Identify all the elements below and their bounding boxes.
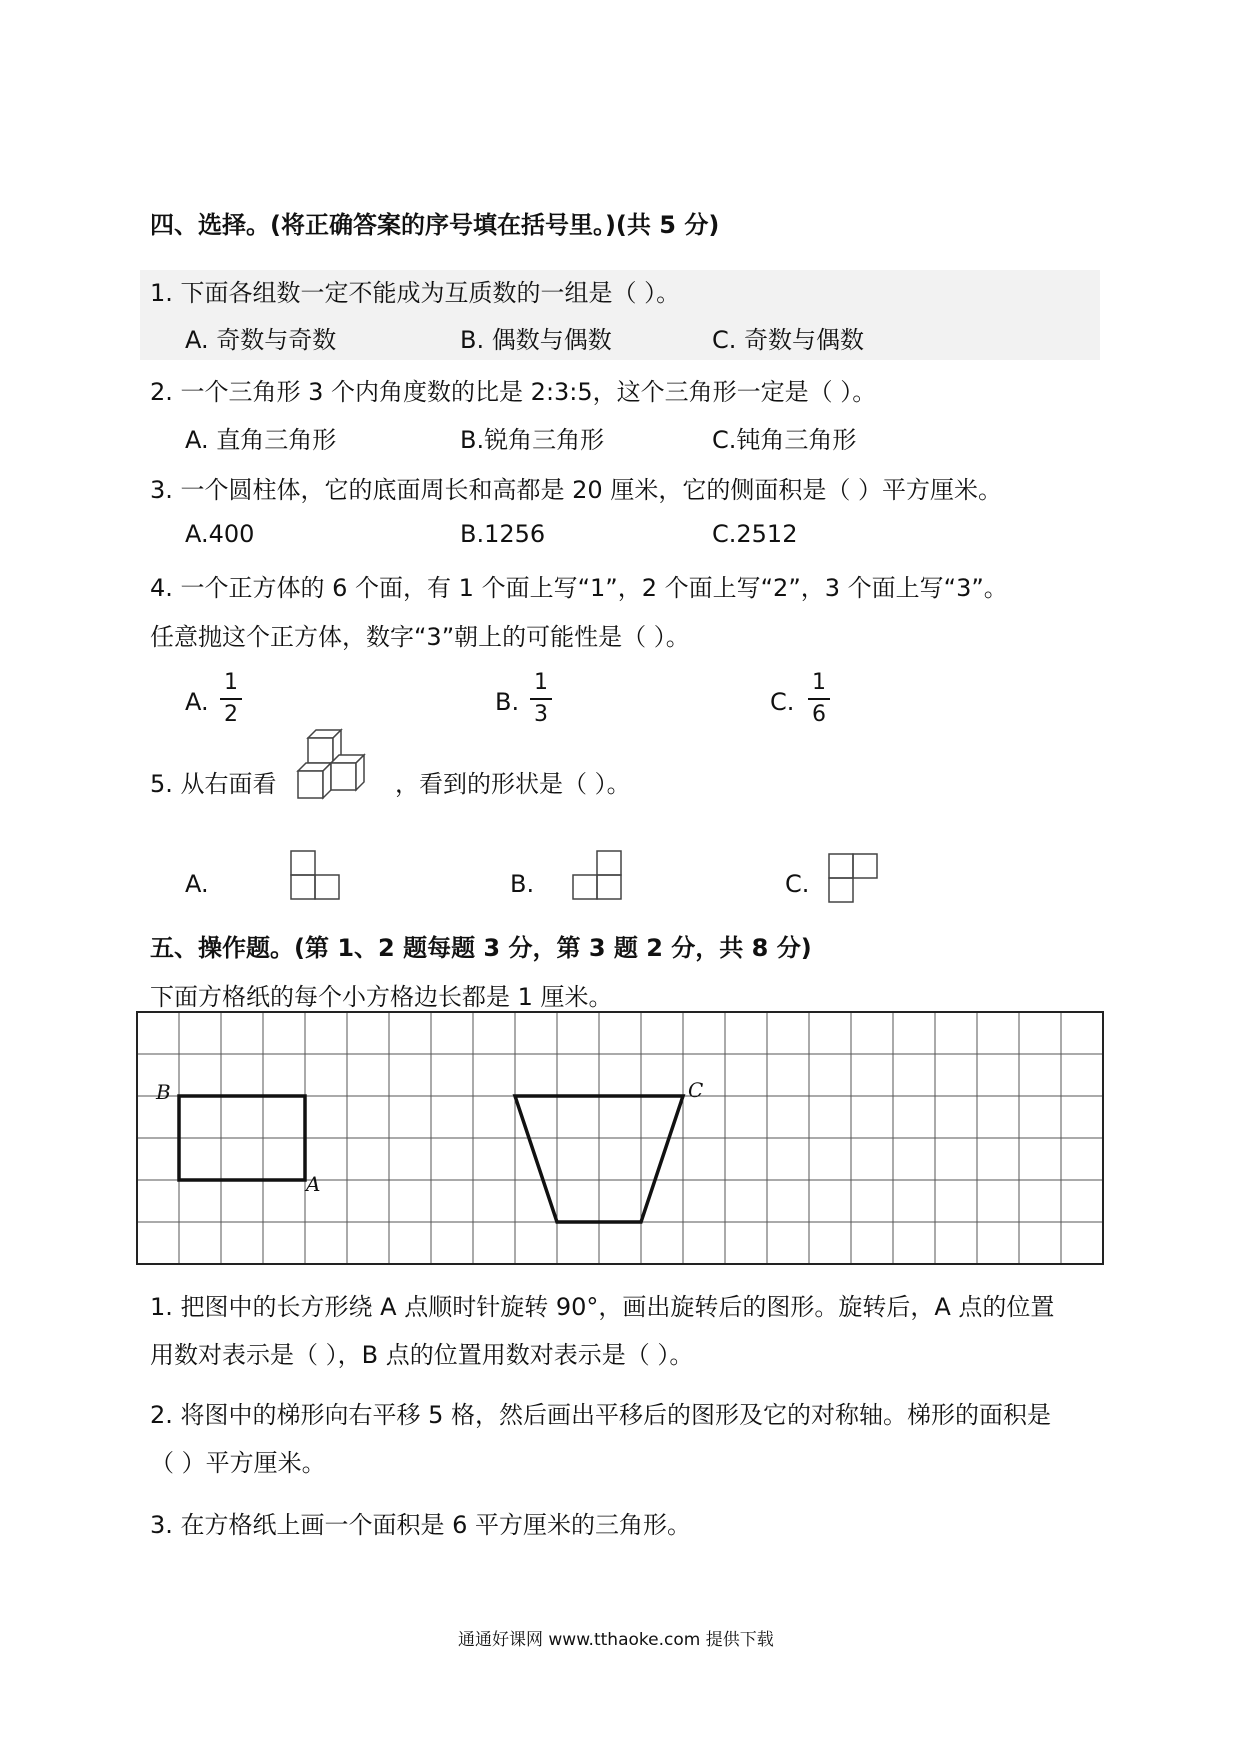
s5-q1-line1: 1. 把图中的长方形绕 A 点顺时针旋转 90°，画出旋转后的图形。旋转后，A 点的位置 [150, 1293, 1055, 1321]
q4-stem-line1: 4. 一个正方体的 6 个面，有 1 个面上写“1”，2 个面上写“2”，3 个面上写“3”。 [150, 574, 1008, 602]
footer-text: 通通好课网 www.tthaoke.com 提供下载 [458, 1630, 774, 1650]
q2-stem: 2. 一个三角形 3 个内角度数的比是 2:3:5，这个三角形一定是（ ）。 [150, 378, 877, 406]
q2-option-a: A. 直角三角形 [185, 426, 337, 454]
q5-option-c: C. [785, 870, 810, 898]
q4-option-a-label: A. [185, 688, 209, 716]
q2-option-b: B.锐角三角形 [460, 426, 605, 454]
q1-option-a: A. 奇数与奇数 [185, 326, 337, 354]
point-b-label: B [156, 1080, 171, 1104]
q2-option-c: C.钝角三角形 [712, 426, 857, 454]
q1-option-c: C. 奇数与偶数 [712, 326, 865, 354]
q3-option-a: A.400 [185, 520, 255, 548]
point-a-label: A [306, 1172, 321, 1196]
section4-title: 四、选择。(将正确答案的序号填在括号里。)(共 5 分) [150, 211, 720, 239]
q5-option-a: A. [185, 870, 209, 898]
q4-b-denominator: 3 [534, 702, 548, 727]
q3-stem: 3. 一个圆柱体，它的底面周长和高都是 20 厘米，它的侧面积是（ ）平方厘米。 [150, 476, 1002, 504]
section5-intro: 下面方格纸的每个小方格边长都是 1 厘米。 [150, 983, 613, 1011]
s5-q3: 3. 在方格纸上画一个面积是 6 平方厘米的三角形。 [150, 1511, 692, 1539]
q5-option-b: B. [510, 870, 535, 898]
q4-a-denominator: 2 [224, 702, 238, 727]
q4-option-c-label: C. [770, 688, 795, 716]
q1-stem: 1. 下面各组数一定不能成为互质数的一组是（ ）。 [150, 279, 681, 307]
q4-c-numerator: 1 [812, 670, 826, 695]
q4-stem-line2: 任意抛这个正方体，数字“3”朝上的可能性是（ ）。 [150, 623, 690, 651]
section5-title: 五、操作题。(第 1、2 题每题 3 分，第 3 题 2 分，共 8 分) [150, 934, 812, 962]
q4-c-denominator: 6 [812, 702, 826, 727]
q3-option-c: C.2512 [712, 520, 798, 548]
q4-b-numerator: 1 [534, 670, 548, 695]
point-c-label: C [688, 1078, 704, 1102]
s5-q2-line2: （ ）平方厘米。 [150, 1449, 326, 1477]
q5-stem-post: ，看到的形状是（ ）。 [395, 770, 631, 798]
q4-option-b-label: B. [495, 688, 520, 716]
q5-stem-pre: 5. 从右面看 [150, 770, 277, 798]
q3-option-b: B.1256 [460, 520, 546, 548]
s5-q1-line2: 用数对表示是（ ），B 点的位置用数对表示是（ ）。 [150, 1341, 694, 1369]
q4-a-numerator: 1 [224, 670, 238, 695]
q1-option-b: B. 偶数与偶数 [460, 326, 612, 354]
s5-q2-line1: 2. 将图中的梯形向右平移 5 格，然后画出平移后的图形及它的对称轴。梯形的面积是 [150, 1401, 1052, 1429]
